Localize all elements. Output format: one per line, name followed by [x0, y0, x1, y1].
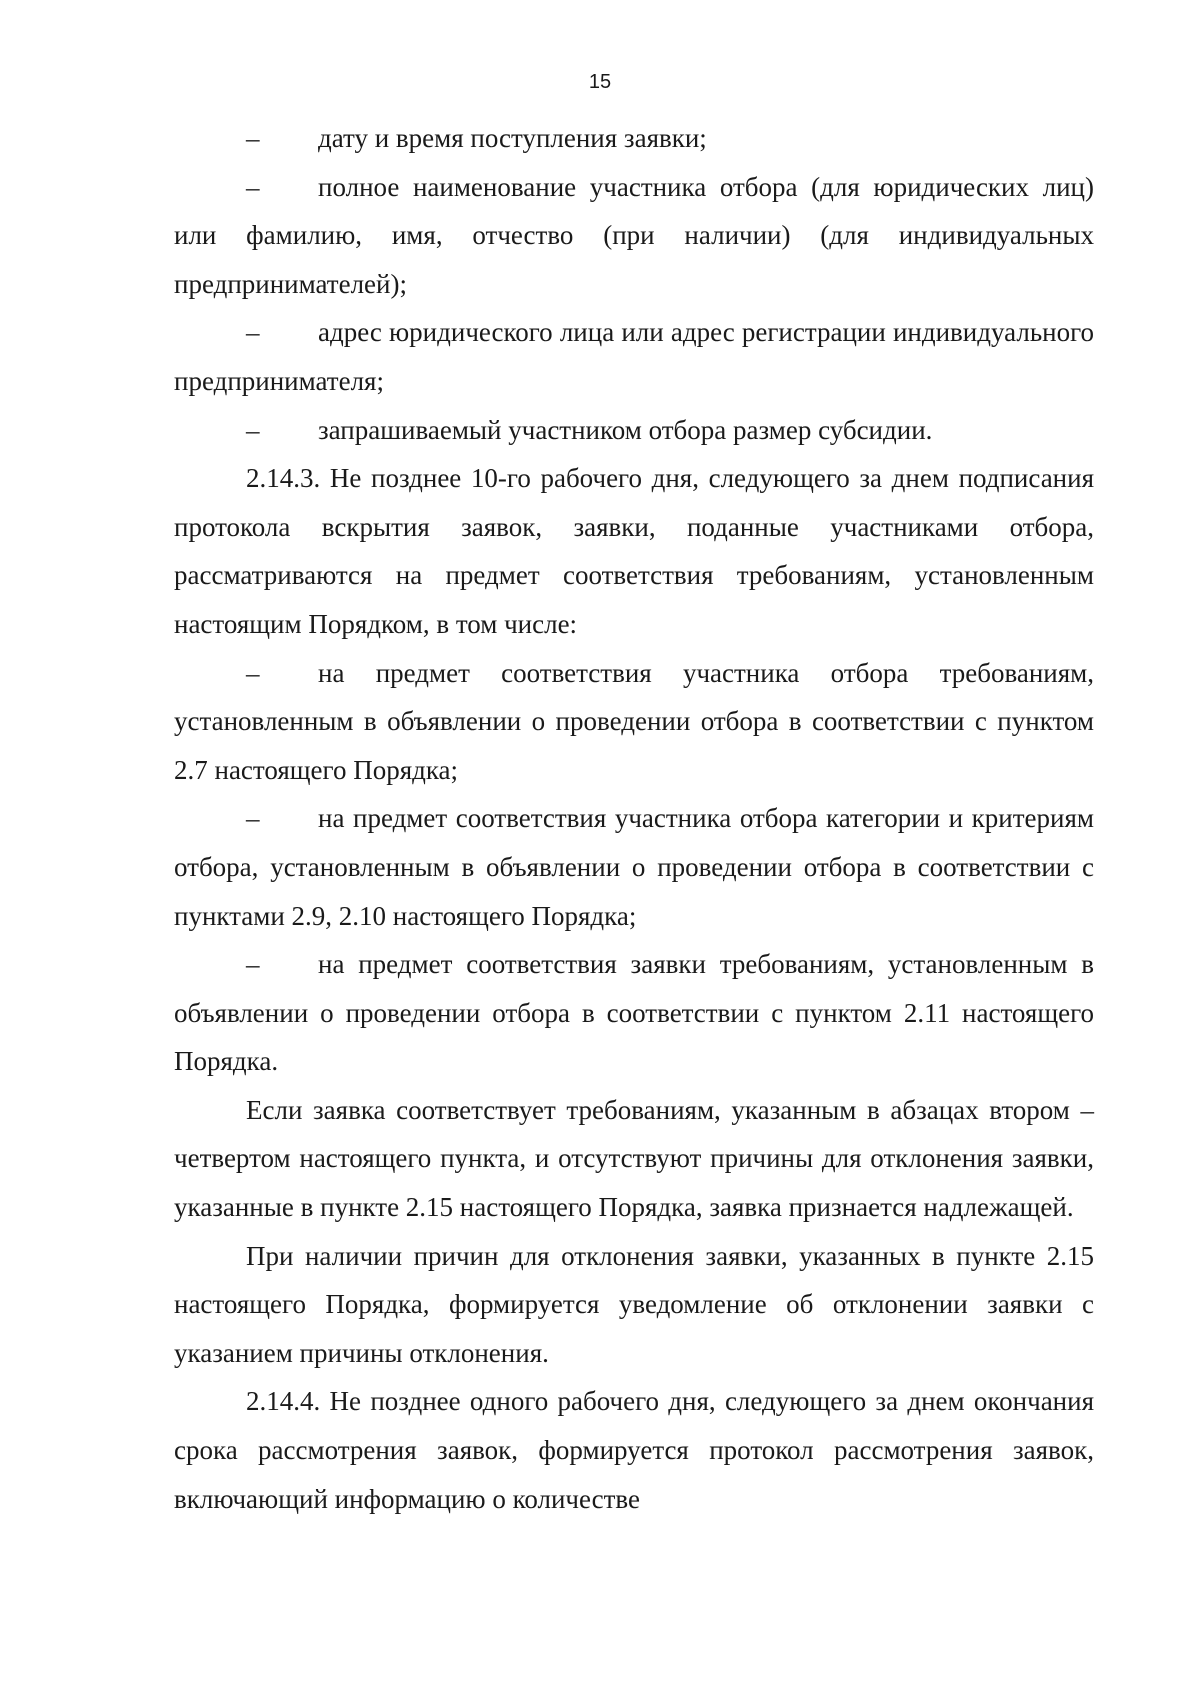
list-item-text: запрашиваемый участником отбора размер субсидии. — [318, 414, 933, 445]
dash-marker: – — [246, 414, 260, 445]
dash-marker: – — [246, 949, 260, 980]
list-item-text: адрес юридического лица или адрес регистрации индивидуального предпринимателя; — [174, 317, 1094, 396]
dash-marker: – — [246, 123, 260, 153]
dash-marker: – — [246, 657, 260, 688]
dash-marker: – — [246, 171, 260, 202]
list-item-text: на предмет соответствия заявки требованиям, установленным в объявлении о проведении отбора в соответствии с пунктом 2.11 настоящего Порядка. — [174, 949, 1094, 1077]
list-item-participant-requirements — [174, 649, 1094, 795]
list-item-category-criteria — [174, 794, 1094, 940]
list-item-subsidy-amount — [174, 406, 1094, 455]
list-item-application-requirements — [174, 940, 1094, 1086]
list-item-date-time — [174, 114, 1094, 163]
document-body — [174, 114, 1094, 1523]
paragraph-rejection-notice: При наличии причин для отклонения заявки, указанных в пункте 2.15 настоящего Порядка, формируется уведомление об отклонении заявки с указанием причины отклонения. — [174, 1240, 1094, 1368]
clause-2-14-4: 2.14.4. Не позднее одного рабочего дня, следующего за днем окончания срока рассмотрения заявок, формируется протокол рассмотрения заявок, включающий информацию о количестве — [174, 1386, 1094, 1514]
list-item-full-name — [174, 163, 1094, 309]
clause-2-14-3: 2.14.3. Не позднее 10-го рабочего дня, следующего за днем подписания протокола вскрытия заявок, заявки, поданные участниками отбора, рассматриваются на предмет соответствия требованиям, установленным настоящим Порядком, в том числе: — [174, 463, 1094, 639]
dash-marker: – — [246, 803, 260, 834]
list-item-text: полное наименование участника отбора (для юридических лиц) или фамилию, имя, отчество (при наличии) (для индивидуальных предпринимателей); — [174, 171, 1094, 299]
dash-marker: – — [246, 317, 260, 348]
list-item-address — [174, 308, 1094, 405]
list-item-text: на предмет соответствия участника отбора категории и критериям отбора, установленным в объявлении о проведении отбора в соответствии с пунктами 2.9, 2.10 настоящего Порядка; — [174, 803, 1094, 931]
list-item-text: дату и время поступления заявки; — [318, 123, 707, 153]
paragraph-application-proper: Если заявка соответствует требованиям, указанным в абзацах втором – четвертом настоящего пункта, и отсутствуют причины для отклонения заявки, указанные в пункте 2.15 настоящего Порядка, заявка признается надлежащей. — [174, 1094, 1094, 1223]
list-item-text: на предмет соответствия участника отбора требованиям, установленным в объявлении о проведении отбора в соответствии с пунктом 2.7 настоящего Порядка; — [174, 657, 1094, 785]
page-number: 15 — [588, 71, 612, 93]
